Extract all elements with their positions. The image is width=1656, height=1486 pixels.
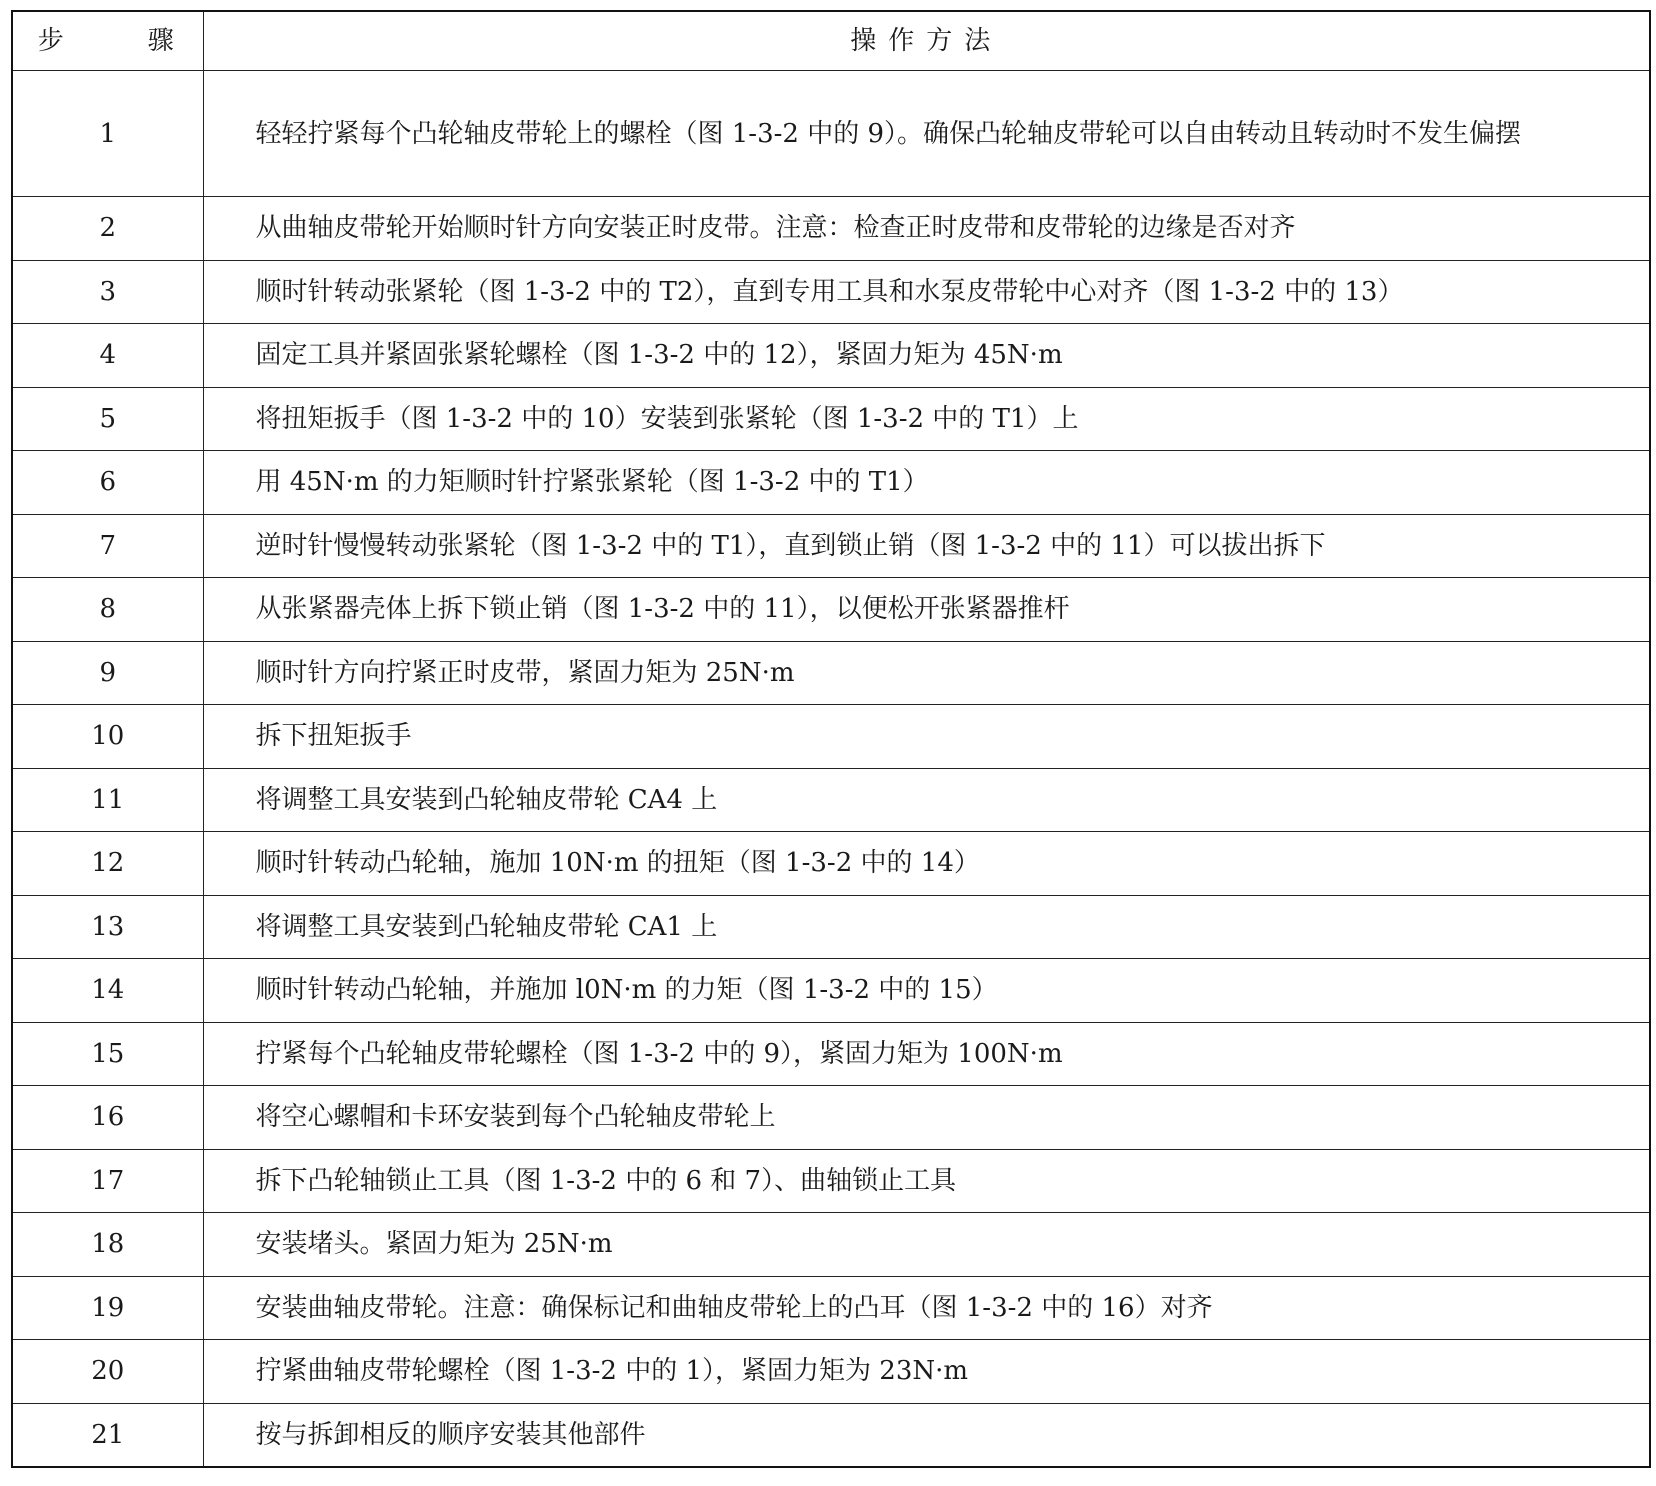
step-column-header xyxy=(12,11,203,71)
table-row xyxy=(12,197,1650,261)
table-row xyxy=(12,387,1650,451)
table-row xyxy=(12,1149,1650,1213)
step-number: 19 xyxy=(12,1276,203,1340)
step-number: 17 xyxy=(12,1149,203,1213)
step-method-text: 顺时针转动张紧轮（图 1-3-2 中的 T2），直到专用工具和水泵皮带轮中心对齐（图 1-3-2 中的 13） xyxy=(203,260,1650,324)
step-number: 11 xyxy=(12,768,203,832)
step-header-char-2: 骤 xyxy=(147,26,178,56)
step-number: 2 xyxy=(12,197,203,261)
step-number: 20 xyxy=(12,1340,203,1404)
step-method-text: 逆时针慢慢转动张紧轮（图 1-3-2 中的 T1），直到锁止销（图 1-3-2 中的 11）可以拔出拆下 xyxy=(203,514,1650,578)
step-method-text: 将调整工具安装到凸轮轴皮带轮 CA4 上 xyxy=(203,768,1650,832)
table-row xyxy=(12,260,1650,324)
step-method-text: 安装曲轴皮带轮。注意：确保标记和曲轴皮带轮上的凸耳（图 1-3-2 中的 16）对齐 xyxy=(203,1276,1650,1340)
table-row xyxy=(12,1086,1650,1150)
step-method-text: 从张紧器壳体上拆下锁止销（图 1-3-2 中的 11），以便松开张紧器推杆 xyxy=(203,578,1650,642)
table-row xyxy=(12,324,1650,388)
step-method-text: 将空心螺帽和卡环安装到每个凸轮轴皮带轮上 xyxy=(203,1086,1650,1150)
step-method-text: 拧紧曲轴皮带轮螺栓（图 1-3-2 中的 1），紧固力矩为 23N·m xyxy=(203,1340,1650,1404)
step-number: 12 xyxy=(12,832,203,896)
step-number: 21 xyxy=(12,1403,203,1467)
step-number: 8 xyxy=(12,578,203,642)
step-method-text: 顺时针方向拧紧正时皮带，紧固力矩为 25N·m xyxy=(203,641,1650,705)
table-row xyxy=(12,959,1650,1023)
table-row xyxy=(12,832,1650,896)
step-number: 7 xyxy=(12,514,203,578)
step-method-text: 轻轻拧紧每个凸轮轴皮带轮上的螺栓（图 1-3-2 中的 9）。确保凸轮轴皮带轮可以自由转动且转动时不发生偏摆 xyxy=(203,71,1650,197)
step-method-text: 从曲轴皮带轮开始顺时针方向安装正时皮带。注意：检查正时皮带和皮带轮的边缘是否对齐 xyxy=(203,197,1650,261)
table-row xyxy=(12,451,1650,515)
step-method-text: 固定工具并紧固张紧轮螺栓（图 1-3-2 中的 12），紧固力矩为 45N·m xyxy=(203,324,1650,388)
step-number: 4 xyxy=(12,324,203,388)
table-row xyxy=(12,1276,1650,1340)
step-number: 1 xyxy=(12,71,203,197)
table-row xyxy=(12,578,1650,642)
table-row xyxy=(12,768,1650,832)
step-method-text: 按与拆卸相反的顺序安装其他部件 xyxy=(203,1403,1650,1467)
step-method-text: 安装堵头。紧固力矩为 25N·m xyxy=(203,1213,1650,1277)
step-method-text: 顺时针转动凸轮轴，施加 10N·m 的扭矩（图 1-3-2 中的 14） xyxy=(203,832,1650,896)
step-number: 16 xyxy=(12,1086,203,1150)
step-number: 14 xyxy=(12,959,203,1023)
step-number: 18 xyxy=(12,1213,203,1277)
step-number: 5 xyxy=(12,387,203,451)
table-row xyxy=(12,895,1650,959)
table-row xyxy=(12,641,1650,705)
step-number: 10 xyxy=(12,705,203,769)
step-number: 6 xyxy=(12,451,203,515)
step-number: 15 xyxy=(12,1022,203,1086)
table-row xyxy=(12,1213,1650,1277)
table-row xyxy=(12,1340,1650,1404)
table-row xyxy=(12,514,1650,578)
step-method-text: 将扭矩扳手（图 1-3-2 中的 10）安装到张紧轮（图 1-3-2 中的 T1）上 xyxy=(203,387,1650,451)
table-row xyxy=(12,71,1650,197)
step-method-text: 将调整工具安装到凸轮轴皮带轮 CA1 上 xyxy=(203,895,1650,959)
header-row xyxy=(12,11,1650,71)
step-method-text: 拆下凸轮轴锁止工具（图 1-3-2 中的 6 和 7）、曲轴锁止工具 xyxy=(203,1149,1650,1213)
table-row xyxy=(12,705,1650,769)
procedure-table xyxy=(11,10,1651,1468)
table-row xyxy=(12,1403,1650,1467)
step-header-char-1: 步 xyxy=(37,26,68,56)
table-row xyxy=(12,1022,1650,1086)
method-column-header: 操作方法 xyxy=(203,11,1650,71)
step-method-text: 拧紧每个凸轮轴皮带轮螺栓（图 1-3-2 中的 9），紧固力矩为 100N·m xyxy=(203,1022,1650,1086)
step-number: 9 xyxy=(12,641,203,705)
step-method-text: 顺时针转动凸轮轴，并施加 l0N·m 的力矩（图 1-3-2 中的 15） xyxy=(203,959,1650,1023)
step-method-text: 拆下扭矩扳手 xyxy=(203,705,1650,769)
step-number: 3 xyxy=(12,260,203,324)
step-method-text: 用 45N·m 的力矩顺时针拧紧张紧轮（图 1-3-2 中的 T1） xyxy=(203,451,1650,515)
step-number: 13 xyxy=(12,895,203,959)
